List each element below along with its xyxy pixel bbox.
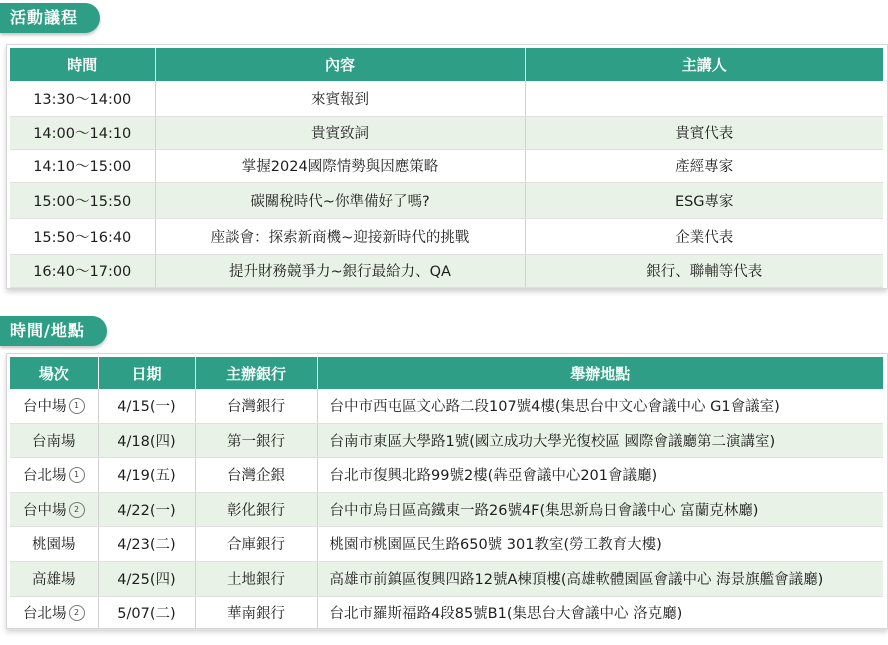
bank-cell: 土地銀行 (195, 561, 317, 596)
table-row (10, 492, 883, 526)
table-row (10, 423, 883, 457)
agenda-table (10, 48, 883, 288)
table-row (10, 561, 883, 596)
session-number-badge: 1 (69, 398, 85, 414)
agenda-time: 13:30～14:00 (10, 81, 155, 116)
agenda-time: 14:10～15:00 (10, 149, 155, 182)
table-row (10, 116, 883, 149)
session-number-badge: 2 (69, 605, 85, 621)
table-row (10, 457, 883, 492)
agenda-content: 碳關稅時代~你準備好了嗎? (155, 182, 525, 218)
session-name: 台北場 (23, 468, 67, 484)
table-row (10, 254, 883, 287)
bank-cell: 合庫銀行 (195, 526, 317, 561)
agenda-speaker: 企業代表 (525, 218, 883, 254)
session-name: 台南場 (32, 433, 76, 450)
agenda-content: 提升財務競爭力~銀行最給力、QA (155, 254, 525, 287)
agenda-speaker: 產經專家 (525, 149, 883, 182)
date-cell: 4/19(五) (98, 457, 195, 492)
bank-cell: 第一銀行 (195, 423, 317, 457)
agenda-speaker: 貴賓代表 (525, 116, 883, 149)
bank-cell: 台灣銀行 (195, 389, 317, 423)
column-header-venue: 舉辦地點 (317, 357, 883, 389)
agenda-time: 16:40～17:00 (10, 254, 155, 287)
venue-cell: 台南市東區大學路1號(國立成功大學光復校區 國際會議廳第二演講室) (317, 423, 883, 457)
venue-cell: 桃園市桃園區民生路650號 301教室(勞工教育大樓) (317, 526, 883, 561)
agenda-header-row (10, 48, 883, 81)
session-name: 台中場 (23, 399, 67, 416)
session-name: 高雄場 (32, 572, 76, 588)
session-cell (10, 389, 98, 423)
table-row (10, 596, 883, 629)
agenda-content: 掌握2024國際情勢與因應策略 (155, 149, 525, 182)
agenda-content: 貴賓致詞 (155, 116, 525, 149)
venue-cell: 台北市羅斯福路4段85號B1(集思台大會議中心 洛克廳) (317, 596, 883, 629)
table-row (10, 81, 883, 116)
agenda-speaker: ESG專家 (525, 182, 883, 218)
table-row (10, 218, 883, 254)
session-name: 台中場 (23, 502, 67, 519)
agenda-speaker: 銀行、聯輔等代表 (525, 254, 883, 287)
agenda-time: 15:00～15:50 (10, 182, 155, 218)
session-cell (10, 492, 98, 526)
schedule-header-row (10, 357, 883, 389)
session-number-badge: 1 (69, 467, 85, 483)
agenda-content: 來賓報到 (155, 81, 525, 116)
venue-cell: 台中市烏日區高鐵東一路26號4F(集思新烏日會議中心 富蘭克林廳) (317, 492, 883, 526)
session-name: 台北場 (23, 606, 67, 622)
agenda-speaker (525, 81, 883, 116)
column-header-date: 日期 (98, 357, 195, 389)
bank-cell: 彰化銀行 (195, 492, 317, 526)
column-header-time: 時間 (10, 48, 155, 81)
date-cell: 4/15(一) (98, 389, 195, 423)
agenda-time: 15:50～16:40 (10, 218, 155, 254)
session-cell (10, 423, 98, 457)
date-cell: 4/18(四) (98, 423, 195, 457)
session-cell (10, 596, 98, 629)
agenda-content: 座談會：探索新商機~迎接新時代的挑戰 (155, 218, 525, 254)
table-row (10, 149, 883, 182)
session-cell (10, 526, 98, 561)
date-cell: 4/25(四) (98, 561, 195, 596)
venue-cell: 台北市復興北路99號2樓(犇亞會議中心201會議廳) (317, 457, 883, 492)
bank-cell: 台灣企銀 (195, 457, 317, 492)
agenda-heading: 活動議程 (0, 3, 100, 33)
venue-cell: 高雄市前鎮區復興四路12號A棟頂樓(高雄軟體園區會議中心 海景旗艦會議廳) (317, 561, 883, 596)
bank-cell: 華南銀行 (195, 596, 317, 629)
agenda-table-frame (6, 44, 888, 289)
column-header-bank: 主辦銀行 (195, 357, 317, 389)
column-header-speaker: 主講人 (525, 48, 883, 81)
schedule-heading: 時間/地點 (0, 316, 107, 346)
table-row (10, 389, 883, 423)
date-cell: 4/23(二) (98, 526, 195, 561)
venue-cell: 台中市西屯區文心路二段107號4樓(集思台中文心會議中心 G1會議室) (317, 389, 883, 423)
schedule-table (10, 357, 883, 630)
table-row (10, 526, 883, 561)
column-header-content: 內容 (155, 48, 525, 81)
session-cell (10, 561, 98, 596)
session-cell (10, 457, 98, 492)
column-header-session: 場次 (10, 357, 98, 389)
date-cell: 5/07(二) (98, 596, 195, 629)
date-cell: 4/22(一) (98, 492, 195, 526)
agenda-time: 14:00～14:10 (10, 116, 155, 149)
schedule-table-frame (6, 353, 888, 629)
session-name: 桃園場 (32, 537, 76, 553)
session-number-badge: 2 (69, 502, 85, 518)
table-row (10, 182, 883, 218)
